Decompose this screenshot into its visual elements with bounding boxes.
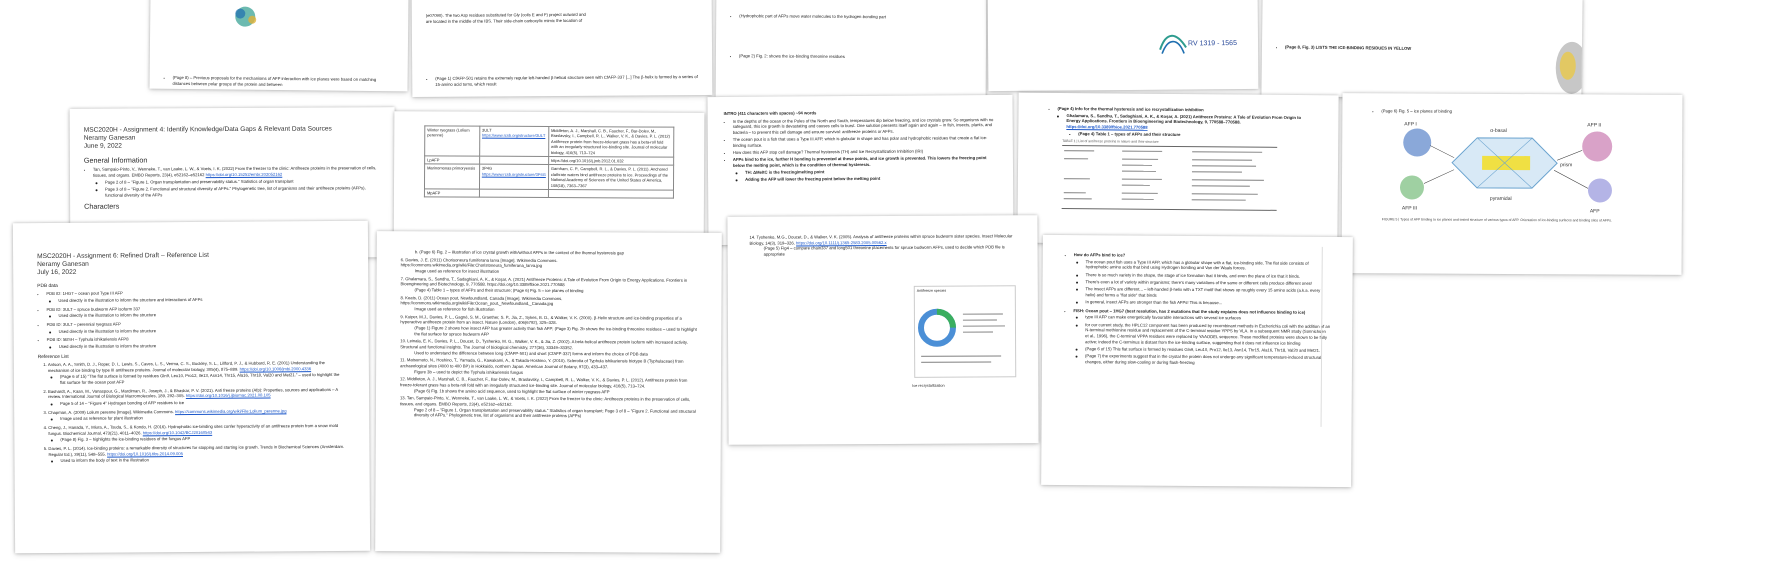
ref-cont-sub: (Page 4) Table 1 – types of AFPs and their structure; (Page 6) Fig. 5 – ice planes of binding (414, 287, 584, 294)
assignment4-author: Neramy Ganesan (83, 134, 136, 143)
intro-heading: INTRO (411 characters with spaces) ~94 words (723, 110, 817, 116)
intro-bullet: • In the depths of the ocean or the Poles of the North and South, temperatures dip below freezing, and ice crystals grow. So organisms with no safeguard, this ice growth is devastating and causes cells to burst. One solution presents itself again and again – in fish, insects, plants, and bacteria – to prevent this cell damage and ensure survival: antifreeze proteins or AFPs. (733, 117, 997, 136)
cell-organism: Winter ryegrass (Lolium perenne) (425, 126, 480, 156)
ref-cont-item: Matsumoto, N., Hoshino, T., Yamada, G., Kawakami, A., & Takada-Hoshino, Y. (2010). Sclerotia of Typhula ishikariensis biotype B (Typhulaceae) from archaeological sites (4000 to 400 BP) in Hokkaido, northern Japan. American Journal of Botany, 97(3), 433–437. (400, 357, 684, 370)
cell-link[interactable]: https://www.rcsb.org/structure/3ULT (482, 133, 546, 139)
assignment4-ref-link[interactable]: https://doi.org/10.15252/embr.202052162 (205, 171, 283, 178)
page-notes-binding[interactable] (1041, 235, 1353, 487)
tyshenko-link[interactable]: https://doi.org/10.1111/j.1365-2583.2005.00562.x (796, 239, 887, 246)
pdb-item-sub: ◦ Used directly in the illustration to inform the structure (59, 342, 345, 350)
heading-general-information: General Information (83, 155, 148, 165)
ice-recrystallization-label: Ice recrystallization (912, 383, 945, 388)
cell-pdb: 3P4G (481, 165, 493, 172)
notes-fish-heading: FISH: Ocean pout – 1HG7 (best resolution, has 2 mutations that the study explains does not influence binding to ice) (1073, 307, 1306, 315)
notes-fish-bullet: ◦ (Page 6 of 15) This flat surface is formed by residues Gln9, Leu10, Pro12, Ile13, Asn14, Thr15, Ala16, Thr18, Val20 and Met21. (1085, 346, 1330, 353)
fig-label-afp2: AFP II (1587, 122, 1602, 129)
page-back-1[interactable] (150, 0, 409, 91)
heading-pdb-data: PDB data (37, 283, 58, 289)
cell-organism: MpAFP (424, 189, 479, 198)
notes-bullet: ◦ There is so much variety in the shape, the stage of ice formation that it binds, and even the plane of ice that it binds. (1086, 272, 1331, 279)
intro-bullet: • How does this AFP stop cell damage? Thermal hysteresis (TH) and Ice Recrystallization Inhibition (IRI) (733, 148, 997, 156)
reference-sub: ◦ Page 5 of 14 – "Figure 4" Hydrogen bonding of AFP residues to ice (60, 399, 345, 407)
ref-cont-num: 13. (399, 395, 406, 401)
reference-link[interactable]: https://doi.org/10.1042/BCJ20160543 (142, 429, 213, 436)
ref-cont-item: Middleton, A. J., Marshall, C. B., Faucher, F., Bar-Dolev, M., Braslavsky, I., Campbell, R. L., Walker, V. K., & Davies, P. L. (2012). Antifreeze protein from freeze-tolerant grass has a beta-roll fold with an irregularly structured ice-binding site. Journal of molecular biology, 416(5), 713–724. (400, 376, 688, 389)
tyshenko-num: 14. (749, 234, 756, 240)
reference-link[interactable]: https://doi.org/10.1006/jmbi.2000.4336 (239, 365, 312, 372)
bullet-cfafp: • (Page 1) CfAFP-501 retains the extremely regular left-handed β-helical structure seen with CfAFP-337 [...] The β-helix is formed by a series of 15-amino acid turns, which result (435, 74, 698, 87)
protein-thumbnail (1549, 38, 1582, 98)
cell-ref: Garnham, C. P., Campbell, R. L., & Davies, P. L. (2011). Anchored clathrate waters bind antifreeze proteins to ice. Proceedings of the National Academy of Sciences of the United States of America, 108(18), 7363–7367 (548, 165, 673, 190)
notes-fish-bullet: ◦ for our current study, the HPLC12 component has been produced by recombinant methods in Escherichia coli with the addition of an N-terminal methionine residue and replacement of the C-terminal residue YPPS by VLA. In a subsequent NMR study (Sonnichsen et al., 1996), the C-terminal VPPA residues were replaced by YAAODEL sequence. These modified proteins were shown to be fully active; indeed the C-terminus is distant from the ice-binding surface, suggesting that it does not influence ice binding (1085, 322, 1330, 346)
ch-bullet: (Page 4) Info for the thermal hysteresis and ice recrystallization inhibition (1057, 105, 1204, 113)
intro-bullet: AFPs bind to the ice, further H bonding is prevented at these points, and ice growth is prevented. This lowers the freezing point below the melting point, which is the condition of thermal hysteresis. (732, 155, 987, 169)
chart-label: Antifreeze species (916, 288, 947, 293)
assignment4-date: June 9, 2022 (83, 143, 122, 151)
reference-link[interactable]: https://doi.org/10.1016/j.tibs.2014.09.005 (107, 450, 183, 457)
ref-cont-item: Tan, Sampaio-Pinto, V., Wenneke, T., van Laake, L. W., & Voets, I. K. (2022) From the freezer to the clinic: Antifreeze proteins in the preservation of cells, tissues, and organs. EMBO Reports, 23(4), e52162–e52162. (399, 395, 691, 407)
notes-fish-bullet: ◦ (Page 7) the experiments suggest that in the crystal the protein does not undergo any significant temperature-induced structural changes, either during slow-cooling or during flash-freezing (1085, 353, 1330, 366)
reference-sub: ◦ Image used as reference for plant illustration (60, 414, 345, 422)
ice-binding-figure (1382, 117, 1643, 218)
ref-cont-sub: Figure 3b – used to depict the Typhula ishikariensis fungus (414, 369, 523, 375)
notes-bullet: ◦ The insect AFPs are different... – left-handed β-helix with a TXT motif that shows up roughly every 15 amino acids (a.k.a. every helix) and forms a "flat side" that binds (1085, 286, 1330, 299)
pdb-item: PDB ID: 3ULT – perennial ryegrass AFP (46, 321, 121, 327)
cell-organism: Marinomonas primoryensis (424, 164, 479, 189)
ch-ref-link[interactable]: https://doi.org/10.3389/fbioe.2021.770588 (1066, 124, 1148, 130)
text-line-1: (e07090). The two Asp residues substituted for Gly (coils E and F) project outward and (425, 11, 586, 18)
assignment4-sub1: ◦ Page 2 of 8 – "Figure 1. Organ transplantation and preservability status." Statistics of organ transplant (105, 178, 381, 185)
reference-sub: ◦ (Page 6 of 15) "The flat surface is formed by residues Gln9, Leu10, Pro12, Ile13, Asn14, Thr15, Ala16, Thr18, Val20 and Met21." – used to highlight the flat surface for the ocean pout AFP (60, 372, 345, 385)
reference-link[interactable]: https://doi.org/10.1016/j.ijbiomac.2021.08.105 (185, 392, 271, 399)
notes-fish-bullet: ◦ type III AFP can make energetically favourable interactions with several ice surfaces (1085, 315, 1330, 322)
fig-label-afp: AFP (1589, 208, 1600, 215)
reference-link[interactable]: https://commons.wikimedia.org/wiki/File:Lolium_perenne.jpg (175, 408, 287, 414)
bullet-page8: • (Page 8) – Previous proposals for the mechanisms of AFP interaction with ice planes were based on matching distances between polar groups of the protein and between (173, 75, 394, 89)
bullet-fig3: • (Page 8, Fig. 3) LISTS THE ICE-BINDING RESIDUES IN YELLOW (1285, 44, 1568, 53)
ref-cont-item: Leinala, E. K., Davies, P. L., Doucet, D., Tyshenko, M. G., Walker, V. K., & Jia, Z. (2002). A beta-helical antifreeze protein isoform with increased activity. Structural and functional insights. The Journal of biological chemistry, 277(36), 33349–33352. (400, 338, 688, 351)
assignment4-ref: Tan, Sampaio-Pinto, V., Wenneke, T., van Laake, L. W., & Voets, I. K. (2022) From the freezer to the clinic: Antifreeze proteins in the preservation of cells, tissues, and organs. EMBO Reports, 23(4), e52162–e52162 (92, 165, 377, 178)
cell-pdb: 3ULT (482, 127, 492, 133)
cell-ref: Middleton, A. J., Marshall, C. B., Faucher, F., Bar-Dolev, M., Braslavsky, I., Campbell, R. L., Walker, V. K., & Davies, P. L. (2012) Antifreeze protein from freeze-tolerant grass has a beta-roll fold with an irregularly structured ice-binding site. Journal of molecular biology, 416(5), 713–724 (548, 126, 673, 157)
pdb-item: PDB ID: 3ULT – spruce budworm AFP isoform 337 (46, 305, 141, 312)
fig-label-prism: prism (1560, 161, 1573, 168)
assignment6-author: Neramy Ganesan (37, 260, 89, 269)
ref-cont-num: 9. (400, 313, 404, 319)
pdb-item-sub: ◦ Used directly in the illustration to inform the structure and interactions of AFPs (58, 296, 344, 304)
page-assignment-6[interactable] (13, 221, 370, 553)
assignment6-date: July 16, 2022 (37, 269, 77, 277)
reference-item: Antson, A. A., Smith, D. J., Roper, D. I., Lewis, S., Caves, L. S., Verma, C. S., Buckley, S. L., Lillford, P. J., & Hubbard, R. E. (2001) Understanding the mechanism of ice binding by type III antifreeze proteins. Journal of molecular biology, 305(4), 875–889. (47, 360, 325, 373)
ref-cont-sub: Page 2 of 8 – "Figure 1. Organ transplantation and preservability status." Statistics of organ transplant; Page 3 of 8 – "Figure 2. Functional and structural diversity of AFPs." Phylogenetic tree, list of organisms and their antifreeze proteins (AFPs) (413, 407, 696, 419)
ch-sub: ▪ (Page 4) Table 1 – types of AFPs and their structure (1078, 131, 1308, 139)
cell-ref: https://doi.org/10.1016/j.jmb.2012.01.032 (548, 156, 673, 165)
pdb-reference-table (424, 125, 674, 199)
notes-bullet: ◦ There's even a lot of variety within organisms; there's many variations of the same or different cells produce different ones! (1086, 279, 1331, 286)
intro-sub-bullet: ◦ Adding the AFP will lower the freezing point below the melting point (745, 175, 997, 182)
pdb-item-sub: ◦ Used directly in the illustration to inform the structure (59, 326, 345, 334)
ref-cont-item: Davies, J. E. (2011) Chorisoneura fumiferana larva [Image]. Wikimedia Commons. https://commons.wikimedia.org/wiki/File:Choristoneura_fumiferana_larva.jpg (400, 256, 558, 269)
heading-reference-list: Reference List (37, 354, 69, 360)
assignment4-sub2: ◦ Page 3 of 8 – "Figure 2. Functional and structural diversity of AFPs." Phylogenetic tree, list of organisms and their antifreeze proteins (AFPs), functional diversity of the AFPs (105, 185, 381, 198)
reference-sub: ◦ Used to inform the body of text in the illustration (60, 456, 345, 464)
bullet-hydrophobic: • (Hydrophobic part of AFPs move water molecules to the hydrogen-bonding part (739, 13, 972, 20)
page-tyshenko[interactable] (727, 215, 1038, 445)
notes-bullet: ◦ The ocean pout fish uses a Type III AFP, which has a globular shape with a flat, ice-binding side. The flat side consists of hydrophobic amino acids that bind using Hydrogen bonding and Van der Waals forces. (1086, 259, 1331, 272)
ref-cont-sub: Image used as reference for insect illustration (414, 268, 500, 274)
notes-bullet: ◦ In general, insect AFPs are stronger than the fish AFPs! This is because... (1085, 299, 1330, 306)
ref-cont-num: 10. (400, 338, 407, 344)
intro-bullet: • The ocean pout is a fish that uses a Type III AFP, which is globular in shape and has polar and hydrophobic residues that create a flat ice-binding surface. (733, 135, 997, 148)
page-back-3[interactable] (716, 0, 987, 99)
page-ice-planes-figure[interactable] (1342, 93, 1683, 275)
rv-label: RV 1319 - 1565 (1188, 40, 1237, 48)
ref-cont-num: 6. (400, 256, 405, 262)
ref-cont-num: 12. (400, 376, 406, 382)
ref-cont-sub: Image used as reference for fish illustration (414, 306, 495, 312)
tyshenko-ref: Tyshenko, M.G., Doucet, D., & Walker, V. K. (2005). Analysis of antifreeze proteins within spruce budworm sister species. Insect Molecular Biology, 14(3), 319–326. (749, 233, 1013, 246)
small-figure (225, 1, 265, 31)
intro-sub-bullet: ◦ TH: ΔMeltC is the freezing/melting point (745, 168, 997, 175)
ch-ref: Ghalamara, S., Sandhu, T., Sadaghiani, A. K., & Koşar, A. (2021) Antifreeze Proteins: A Tale of Evolution From Origin to Energy Applications. Frontiers in Bioengineering and Biotechnology, 9, 770588–770588. (1066, 112, 1302, 125)
reference-item: Chapman, A. (2009) Lolium perenne [Image]. Wikimedia Commons. (48, 408, 174, 415)
text-line-2: are located in the middle of the IBS. Their side-chain carboxylic mimic the location of (425, 17, 583, 24)
reference-sub: ◦ (Page 8) Fig. 3 – highlights the ice-binding residues of the fungus AFP (60, 435, 345, 443)
afp-types-table (1062, 145, 1278, 211)
cell-link[interactable]: https://www.rcsb.org/structure/3P4G (481, 171, 546, 177)
ref-cont-num: 8. (400, 294, 405, 300)
reference-item: Bashardt, A., Kaan, M., Vanaspour, G., Mardiman, R., Joseph, J., & Bhaskar, P. V. (2021). Anti freeze proteins (Afp): Properties, sources and applications – A review. International Journal of Biological Macromolecules, 189, 292–305. (48, 386, 338, 400)
ref-cont-num: 7. (400, 275, 405, 281)
fig-label-pyramidal: pyramidal (1489, 195, 1512, 202)
ref-cont-num: 11. (400, 357, 406, 363)
fig-caption: FIGURE 5 | Types of AFP binding to ice planes and tested structure of various types of AFP. Orientation of ice-binding surfaces and binding sites of AFPs. (1381, 216, 1612, 223)
table-row (424, 164, 673, 190)
pdb-item: PDB ID: 1HG7 – ocean pout Type III AFP (46, 290, 123, 297)
table-row (425, 126, 674, 157)
antifreeze-species-chart (914, 285, 1016, 378)
molecule-figure (1158, 29, 1188, 55)
figure-strip (1321, 247, 1353, 427)
cell-organism: LpAFP (425, 156, 480, 165)
pdb-item: PDB ID: 5BSH – Typhula ishikariensis AFP8 (46, 336, 129, 343)
ref-cont-sub: (Page 1) Figure 2 shows how insect AFP has greater activity than fish AFP; (Page 3) Fig. 2b shows the ice-binding threonine residues – used to highlight the flat surface for spruce budworm AFP (414, 325, 697, 337)
fig-label-afp1: AFP I (1404, 121, 1417, 128)
ref-cont-item: Ghalamara, S., Sandhu, T., Sadaghiani, A. K., & Koşar, A. (2021) Antifreeze Proteins: A Tale of Evolution From Origin to Energy Applications. Frontiers in Bioengineering and Biotechnology, 9, 770588. https://doi.org/10.3389/fbioe.2021.770588 (400, 275, 688, 288)
ref-cont-item: Kuiper, M.J., Davies, P. L., Gagné, S. M., Graether, S. P., Jia, Z., Sykes, B. D., & Walker, V. K. (2000). β-Helix structure and ice-binding properties of a hyperactive antifreeze protein from an insect. Nature (London), 406(6792), 325–328. (400, 313, 682, 326)
heading-characters: Characters (84, 201, 120, 212)
tyshenko-sub: (Page 5) Fig4 – compare chain337 and long501 threonine placements for spruce budworm AFPs, used to decide which PDB file is appropriate (763, 244, 1005, 257)
ref-cont-sub: Used to understand the difference between long (CfAFP-501) and short (CfAFP-337) forms and inform the choice of PDB data (414, 350, 648, 357)
page-back-4[interactable] (988, 0, 1259, 91)
assignment4-title: MSC2020H - Assignment 4: Identify Knowledge/Data Gaps & Relevant Data Sources (83, 125, 332, 134)
page-back-2[interactable] (412, 0, 713, 97)
reference-item: Davies, P. L. (2014). Ice-binding proteins: a remarkable diversity of structures for stopping and starting ice growth. Trends in Biochemical Sciences (Amsterdam. Regular Ed.), 39(11), 548–555. (48, 444, 345, 457)
page-thermal-hysteresis[interactable] (1017, 93, 1338, 246)
fig-label-basal: α-basal (1490, 127, 1507, 134)
bullet-fig2: • (Page 2) Fig. 2: shows the ice-binding threonine residues (739, 53, 972, 60)
ref-cont-sub: (Page 6) Fig. 1b shows the amino acid sequence, used to highlight the flat surface of winter ryegrass AFP (413, 388, 610, 395)
table-caption: TABLE 1 | List of antifreeze proteins in nature and their structure (1062, 139, 1159, 145)
reference-item: Cheng, J., Hanada, Y., Miura, A., Tsuda, S., & Kondo, H. (2016). Hydrophobic ice-binding sites confer hyperactivity of an antifreeze protein from a snow mold fungus. Biochemical Journal, 473(21), 4011–4026. (48, 423, 339, 436)
page-back-5[interactable] (1261, 0, 1582, 100)
ref-cont-item: Keats, D. (2011) Ocean pout, Newfoundland, Canada [Image]. Wikimedia Commons. https://commons.wikimedia.org/wiki/File:Ocean_pout,_Newfoundland,_Canada.jpg (400, 294, 563, 307)
pdb-item-sub: ◦ Used directly in the illustration to inform the structure (58, 311, 344, 319)
fig-label-afp3: AFP III (1401, 205, 1418, 212)
notes-question: How do AFPs bind to ice? (1073, 252, 1126, 258)
assignment6-title: MSC2020H - Assignment 6: Refined Draft – Reference List (37, 251, 209, 261)
ref-cont-item: b. (Page 6) Fig. 2 – illustration of ice crystal growth with/without AFPs in the context of the thermal hysteresis gap (414, 249, 624, 256)
table-row (424, 189, 673, 199)
fig-bullet: • (Page 6) Fig. 5 – ice planes of binding (1381, 108, 1652, 115)
page-reference-continued[interactable] (375, 231, 722, 553)
